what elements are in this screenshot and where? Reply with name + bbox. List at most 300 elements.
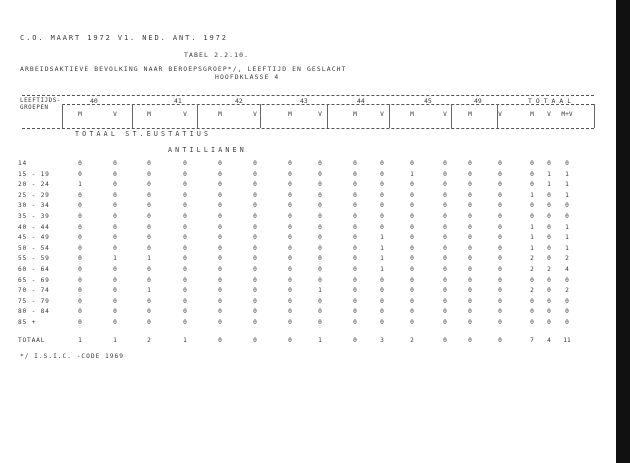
table-cell: 1 [565,223,569,231]
table-cell: 0 [147,244,151,252]
table-cell: 0 [380,287,384,295]
table-cell: 0 [113,234,117,242]
sub-header-14: V [498,111,502,118]
table-cell: 1 [547,170,551,178]
row-label: 80 - 84 [18,308,50,316]
table-cell: 0 [113,160,117,167]
row-header-label-2: GROEPEN [20,105,49,111]
total-cell: 0 [253,337,257,344]
table-cell: 0 [498,202,502,210]
sub-header-4: V [183,111,187,118]
table-cell: 0 [498,255,502,263]
table-cell: 0 [288,287,292,295]
table-cell: 0 [113,223,117,231]
table-cell: 0 [530,297,534,305]
table-cell: 2 [530,287,534,295]
table-cell: 0 [353,191,357,199]
table-cell: 0 [410,319,414,326]
row-label: 20 - 24 [18,181,50,189]
table-cell: 0 [498,244,502,252]
table-cell: 0 [218,244,222,252]
table-cell: 0 [498,266,502,273]
table-cell: 0 [318,170,322,178]
table-cell: 0 [547,213,551,220]
group-header-4: 43 [300,97,308,105]
table-cell: 0 [410,191,414,199]
table-cell: 0 [468,191,472,199]
table-cell: 0 [318,181,322,189]
table-cell: 0 [253,319,257,326]
table-cell: 0 [183,297,187,305]
table-cell: 0 [113,213,117,220]
table-cell: 0 [318,308,322,316]
sub-header-17: M+V [561,111,573,118]
sub-header-7: M [288,111,292,118]
table-cell: 0 [353,223,357,231]
table-cell: 1 [113,255,117,263]
table-cell: 0 [547,234,551,242]
total-cell: 11 [563,337,571,344]
table-cell: 0 [353,255,357,263]
table-cell: 1 [530,244,534,252]
table-cell: 0 [443,308,447,316]
sub-header-15: M [530,111,534,118]
table-cell: 0 [410,266,414,273]
table-cell: 0 [468,308,472,316]
table-cell: 0 [113,319,117,326]
table-cell: 0 [288,202,292,210]
table-cell: 0 [353,181,357,189]
table-cell: 0 [253,202,257,210]
table-cell: 0 [468,276,472,284]
table-cell: 0 [218,276,222,284]
table-cell: 0 [468,297,472,305]
table-cell: 0 [468,244,472,252]
table-cell: 0 [318,160,322,167]
table-cell: 0 [288,191,292,199]
table-cell: 4 [565,266,569,273]
table-cell: 0 [147,170,151,178]
table-cell: 0 [380,160,384,167]
table-cell: 0 [547,191,551,199]
table-cell: 0 [353,297,357,305]
total-cell: 0 [443,337,447,344]
table-cell: 1 [565,244,569,252]
table-cell: 0 [113,276,117,284]
total-cell: 1 [78,337,82,344]
table-cell: 2 [565,255,569,263]
table-cell: 0 [218,191,222,199]
row-label: 50 - 54 [18,244,50,252]
table-cell: 0 [147,160,151,167]
footnote: */ I.S.I.C. -CODE 1969 [20,353,124,360]
row-label: 15 - 19 [18,170,50,178]
table-cell: 0 [318,213,322,220]
table-cell: 2 [530,255,534,263]
table-cell: 0 [218,181,222,189]
table-cell: 0 [353,170,357,178]
table-cell: 0 [547,287,551,295]
table-cell: 0 [78,202,82,210]
table-cell: 1 [380,244,384,252]
table-cell: 1 [410,170,414,178]
table-cell: 1 [78,181,82,189]
row-label: 70 - 74 [18,287,50,295]
table-cell: 0 [410,160,414,167]
table-cell: 0 [565,276,569,284]
table-cell: 0 [78,297,82,305]
table-cell: 0 [218,234,222,242]
table-cell: 0 [318,297,322,305]
table-cell: 0 [498,181,502,189]
column-separator [594,104,595,128]
table-cell: 0 [218,287,222,295]
table-cell: 0 [288,255,292,263]
table-cell: 0 [410,244,414,252]
header-rule-mid [62,104,594,105]
column-separator [197,104,198,128]
table-cell: 0 [78,319,82,326]
total-cell: 0 [498,337,502,344]
table-cell: 0 [113,191,117,199]
table-cell: 0 [113,308,117,316]
table-cell: 0 [498,160,502,167]
table-cell: 0 [218,266,222,273]
group-header-1: 40 [90,97,98,105]
scan-edge-border [616,0,630,463]
table-cell: 0 [218,213,222,220]
row-label: 45 - 49 [18,234,50,242]
table-cell: 0 [498,297,502,305]
table-cell: 0 [353,266,357,273]
table-cell: 0 [288,297,292,305]
table-cell: 0 [353,287,357,295]
total-cell: 3 [380,337,384,344]
table-cell: 0 [443,170,447,178]
total-cell: 0 [353,337,357,344]
table-cell: 0 [318,276,322,284]
table-cell: 0 [318,255,322,263]
table-cell: 0 [410,255,414,263]
table-cell: 0 [147,266,151,273]
table-cell: 0 [468,181,472,189]
table-cell: 0 [253,287,257,295]
table-cell: 0 [253,255,257,263]
row-label: 30 - 34 [18,202,50,210]
table-cell: 0 [380,319,384,326]
table-cell: 0 [183,170,187,178]
table-cell: 0 [288,308,292,316]
table-cell: 0 [288,223,292,231]
table-cell: 0 [183,276,187,284]
table-cell: 0 [353,276,357,284]
table-cell: 0 [183,287,187,295]
table-cell: 0 [565,213,569,220]
table-cell: 0 [565,297,569,305]
table-cell: 0 [443,319,447,326]
table-cell: 0 [78,234,82,242]
table-cell: 0 [565,308,569,316]
table-cell: 0 [498,287,502,295]
table-cell: 0 [565,202,569,210]
group-header-8: TOTAAL [528,97,576,105]
table-cell: 2 [547,266,551,273]
table-cell: 0 [443,202,447,210]
table-cell: 0 [547,244,551,252]
table-cell: 0 [288,170,292,178]
table-cell: 0 [380,181,384,189]
table-cell: 0 [218,202,222,210]
table-cell: 1 [565,181,569,189]
table-cell: 0 [113,202,117,210]
table-cell: 0 [380,191,384,199]
row-label: 40 - 44 [18,223,50,231]
table-cell: 0 [380,223,384,231]
group-header-5: 44 [357,97,365,105]
table-cell: 0 [183,255,187,263]
table-cell: 0 [353,319,357,326]
table-cell: 0 [468,266,472,273]
table-cell: 0 [183,181,187,189]
table-cell: 0 [147,319,151,326]
table-cell: 0 [147,276,151,284]
table-cell: 0 [253,170,257,178]
table-cell: 0 [253,234,257,242]
table-cell: 0 [147,191,151,199]
table-cell: 0 [547,255,551,263]
table-cell: 0 [530,319,534,326]
table-cell: 0 [353,160,357,167]
table-cell: 0 [547,223,551,231]
table-cell: 0 [78,287,82,295]
table-cell: 0 [253,213,257,220]
table-cell: 0 [183,244,187,252]
table-cell: 0 [547,202,551,210]
section-title-antillianen: ANTILLIANEN [168,146,247,154]
table-cell: 0 [78,276,82,284]
table-cell: 0 [183,266,187,273]
table-cell: 0 [565,160,569,167]
table-cell: 0 [113,287,117,295]
total-cell: 0 [218,337,222,344]
table-cell: 0 [253,297,257,305]
table-cell: 0 [380,170,384,178]
table-cell: 0 [443,297,447,305]
sub-header-1: M [78,111,82,118]
table-cell: 0 [218,308,222,316]
table-cell: 0 [78,244,82,252]
table-cell: 0 [530,160,534,167]
table-cell: 0 [443,223,447,231]
table-cell: 1 [565,170,569,178]
table-cell: 1 [565,234,569,242]
table-cell: 0 [78,308,82,316]
table-cell: 0 [353,234,357,242]
table-cell: 0 [443,255,447,263]
table-cell: 0 [183,223,187,231]
table-cell: 0 [147,202,151,210]
sub-header-13: M [468,111,472,118]
row-header-label-1: LEEFTIJDS- [20,98,61,104]
sub-header-16: V [547,111,551,118]
table-cell: 0 [253,191,257,199]
table-cell: 1 [530,191,534,199]
table-cell: 0 [443,213,447,220]
table-cell: 0 [78,160,82,167]
total-cell: 1 [113,337,117,344]
table-cell: 0 [410,287,414,295]
table-cell: 0 [318,234,322,242]
sub-header-5: M [218,111,222,118]
table-cell: 0 [288,244,292,252]
sub-header-2: V [113,111,117,118]
table-cell: 0 [318,223,322,231]
table-cell: 0 [113,244,117,252]
table-cell: 0 [530,181,534,189]
header-rule-bottom [22,128,594,129]
table-cell: 0 [443,276,447,284]
section-title-total: TOTAAL ST.EUSTATIUS [75,130,212,138]
table-cell: 0 [410,181,414,189]
document-header: C.O. MAART 1972 V1. NED. ANT. 1972 [20,34,228,42]
table-cell: 0 [253,181,257,189]
table-cell: 0 [380,213,384,220]
total-cell: 0 [468,337,472,344]
table-cell: 0 [410,213,414,220]
table-cell: 0 [530,308,534,316]
table-cell: 1 [147,287,151,295]
table-cell: 2 [530,266,534,273]
table-cell: 0 [468,223,472,231]
table-cell: 0 [183,308,187,316]
table-cell: 0 [218,160,222,167]
table-cell: 0 [183,319,187,326]
table-cell: 0 [380,308,384,316]
table-cell: 0 [498,234,502,242]
table-cell: 0 [113,170,117,178]
table-subtitle: HOOFDKLASSE 4 [215,73,280,81]
table-cell: 0 [468,213,472,220]
table-cell: 0 [353,244,357,252]
table-cell: 0 [468,255,472,263]
table-cell: 0 [288,213,292,220]
table-cell: 0 [498,276,502,284]
table-cell: 0 [288,266,292,273]
table-cell: 1 [380,266,384,273]
header-rule-top [22,95,594,96]
table-cell: 0 [147,213,151,220]
table-cell: 0 [468,202,472,210]
table-cell: 0 [318,202,322,210]
table-cell: 0 [113,266,117,273]
table-cell: 0 [410,276,414,284]
table-cell: 0 [547,308,551,316]
table-cell: 0 [443,266,447,273]
table-cell: 0 [443,181,447,189]
row-label: 85 + [18,319,37,326]
table-cell: 0 [410,308,414,316]
table-cell: 1 [380,255,384,263]
table-cell: 0 [218,297,222,305]
table-cell: 0 [147,223,151,231]
table-cell: 0 [253,276,257,284]
table-cell: 0 [530,202,534,210]
table-cell: 0 [253,266,257,273]
sub-header-9: M [353,111,357,118]
table-cell: 0 [353,213,357,220]
table-cell: 0 [443,244,447,252]
table-cell: 0 [468,234,472,242]
table-cell: 0 [547,276,551,284]
table-cell: 0 [443,287,447,295]
sub-header-12: V [443,111,447,118]
table-cell: 0 [443,191,447,199]
table-number: TABEL 2.2.10. [184,51,250,59]
table-cell: 0 [498,170,502,178]
total-cell: 0 [288,337,292,344]
table-cell: 0 [183,160,187,167]
row-label: 75 - 79 [18,297,50,305]
total-row-label: TOTAAL [18,337,46,344]
table-cell: 0 [78,223,82,231]
table-cell: 0 [318,191,322,199]
table-cell: 0 [253,223,257,231]
table-cell: 0 [547,319,551,326]
total-cell: 2 [410,337,414,344]
group-header-6: 45 [424,97,432,105]
table-cell: 0 [318,319,322,326]
table-cell: 0 [565,319,569,326]
total-cell: 1 [183,337,187,344]
table-cell: 1 [565,191,569,199]
total-cell: 2 [147,337,151,344]
table-cell: 0 [253,160,257,167]
table-cell: 0 [183,234,187,242]
table-cell: 0 [353,202,357,210]
row-label: 55 - 59 [18,255,50,263]
table-cell: 0 [410,202,414,210]
table-cell: 0 [78,170,82,178]
table-cell: 0 [468,287,472,295]
table-cell: 0 [78,191,82,199]
table-cell: 0 [253,308,257,316]
table-cell: 0 [113,181,117,189]
table-cell: 0 [183,202,187,210]
table-cell: 0 [530,276,534,284]
table-cell: 0 [318,244,322,252]
total-cell: 1 [318,337,322,344]
table-cell: 0 [78,255,82,263]
table-cell: 1 [380,234,384,242]
table-cell: 0 [468,170,472,178]
sub-header-8: V [318,111,322,118]
table-cell: 0 [498,223,502,231]
table-cell: 1 [530,234,534,242]
table-cell: 0 [468,319,472,326]
table-cell: 2 [565,287,569,295]
row-label: 60 - 64 [18,266,50,273]
sub-header-6: V [253,111,257,118]
table-cell: 0 [253,244,257,252]
row-label: 35 - 39 [18,213,50,220]
table-cell: 0 [218,255,222,263]
row-label: 25 - 29 [18,191,50,199]
table-cell: 0 [218,319,222,326]
table-cell: 0 [218,223,222,231]
column-separator [62,104,63,128]
table-cell: 0 [498,191,502,199]
sub-header-3: M [147,111,151,118]
